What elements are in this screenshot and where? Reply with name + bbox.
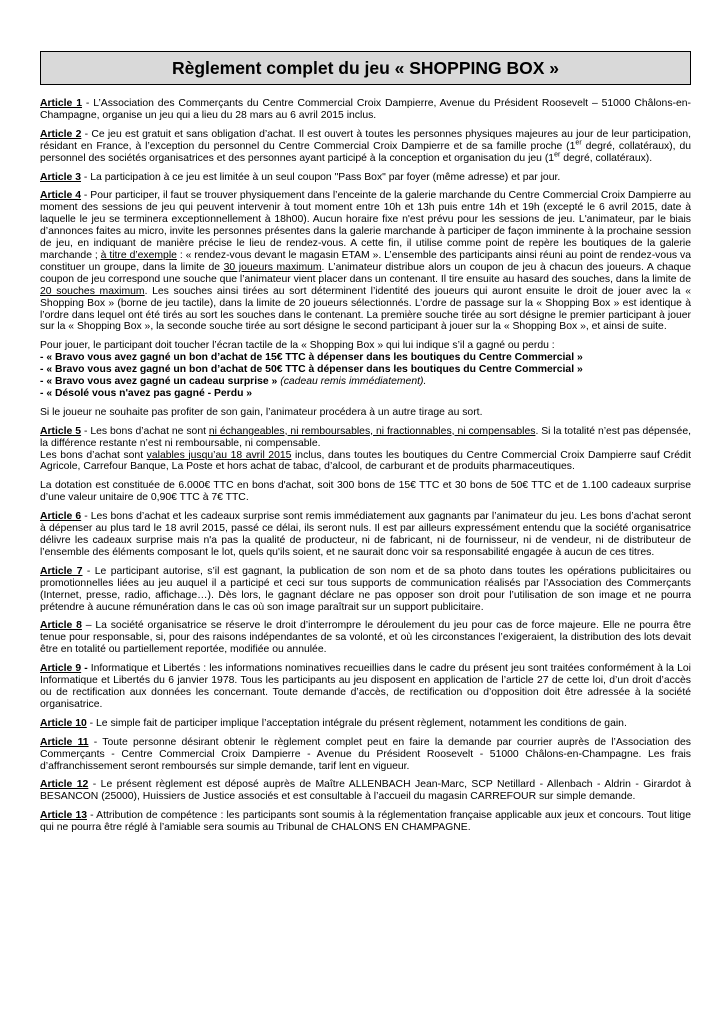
- article-11: [40, 737, 691, 773]
- article-4-text-4: . Les souches ainsi tirées au sort déterminent l’identité des joueurs qui auront ensuite le droit de jouer avec la « Shopping Box » (borne de jeu tactile), dans la limite de 20 joueurs sélectionnés. L’ordre de passage sur la « Shopping Box » est identique à l’ordre dans lequel ont été tirés au sort les souches dans le contenant. La première souche tirée au sort désigne le premier participant à jouer sur la « Shopping Box », la seconde souche tirée au sort désigne le second participant à jouer sur la « Shopping Box », et ainsi de suite.: [40, 285, 692, 333]
- article-10-label: Article 10: [40, 717, 87, 729]
- article-10: [40, 718, 691, 730]
- article-4: [40, 190, 691, 333]
- article-13-text: - Attribution de compétence : les participants sont soumis à la réglementation française applicable aux jeux et concours. Tout litige qui ne pourra être réglé à l’amiable sera soumis au Tribunal de CHALONS EN CHAMPAGNE.: [40, 810, 691, 834]
- article-5-validity: [40, 450, 691, 474]
- article-1-text: - L’Association des Commerçants du Centre Commercial Croix Dampierre, Avenue du Président Roosevelt – 51000 Châlons-en-Champagne, organise un jeu qui a lieu du 28 mars au 6 avril 2015 inclus.: [40, 98, 691, 121]
- document-page: [40, 51, 691, 841]
- article-3-label: Article 3: [40, 171, 82, 183]
- article-13-label: Article 13: [40, 810, 88, 822]
- article-8-label: Article 8: [40, 620, 82, 632]
- article-5-dotation: La dotation est constituée de 6.000€ TTC en bons d'achat, soit 300 bons de 15€ TTC et 30 bons de 50€ TTC et de 1.100 cadeaux surprise d’une valeur unitaire de 0,90€ TTC à 7€ TTC.: [40, 480, 691, 504]
- article-2-text-2: degré, collatéraux), du personnel des sociétés organisatrices et des personnes ayant participé à la conception et organisation du jeu (1: [40, 140, 691, 164]
- article-9-label: Article 9: [40, 663, 82, 675]
- article-2: [40, 129, 691, 165]
- article-2-text-1: - Ce jeu est gratuit et sans obligation d’achat. Il est ouvert à toutes les personnes physiques majeures au jour de leur participation, résidant en France, à l’exception du personnel du Centre Commercial Croix Dampierre et de sa famille proche (1: [40, 128, 691, 152]
- article-1-label: Article 1: [40, 98, 83, 109]
- article-2-sup-1: er: [575, 139, 582, 147]
- article-9: [40, 663, 691, 711]
- play-outcomes: [40, 352, 691, 400]
- article-6-text: - Les bons d’achat et les cadeaux surprise sont remis immédiatement aux gagnants par l’animateur du jeu. Les bons d’achat seront à dépenser au plus tard le 18 avril 2015, passé ce délai, ils seront nuls. Il est par ailleurs expressément entendu que la société organisatrice délivre les cadeaux surprise mais n'a pas la qualité de producteur, ni de fabricant, ni de fournisseur, ni de vendeur, ni de distributeur de l’ensemble des éléments composant le lot, quels qu'ils soient, et ne saurait donc voir sa responsabilité engagée à aucun de ces titres.: [40, 511, 691, 558]
- outcome-surprise: [40, 376, 691, 388]
- article-5: [40, 426, 691, 450]
- article-4-text-2: : « rendez-vous devant le magasin ETAM ». L’ensemble des participants ainsi réuni au point de rendez-vous va constituer un groupe, dans la limite de: [40, 249, 691, 273]
- article-8: [40, 620, 691, 656]
- article-5-label: Article 5: [40, 425, 82, 437]
- article-12: [40, 779, 691, 803]
- article-7: [40, 566, 691, 614]
- article-9-dash: -: [81, 663, 91, 675]
- article-9-text: Informatique et Libertés : les informations nominatives recueillies dans le cadre du présent jeu sont traitées conformément à la Loi Informatique et Libertés du 6 janvier 1978. Tous les participants au jeu disposent en application de l’article 27 de cette loi, d’un droit d’accès ou de rectification aux données les concernant. Toute demande d’accès, de rectification ou d’opposition doit être adressée à la société organisatrice.: [40, 663, 691, 710]
- article-10-text: - Le simple fait de participer implique l’acceptation intégrale du présent règlement, notamment les conditions de gain.: [86, 717, 627, 729]
- article-4-text-1: - Pour participer, il faut se trouver physiquement dans l’enceinte de la galerie marchande du Centre Commercial Croix Dampierre au moment des sessions de jeu qui peuvent intervenir à tout moment entre 10h et 13h puis entre 14h et 19h (excepté le 6 avril 2015, date à laquelle le jeu se terminera exceptionnellement à 18h00). Aucun horaire fixe n'est prévu pour les sessions de jeu. L'animateur, par le biais d’annonces faites au micro, invite les personnes présentes dans la galerie marchande à participer de façon imminente à la prochaine session de jeu, en indiquant de manière précise le lieu de rendez-vous. A cette fin, il utilise comme point de repère les boutiques de la galerie marchande ;: [40, 190, 691, 261]
- article-6-label: Article 6: [40, 511, 82, 523]
- article-11-text: - Toute personne désirant obtenir le règlement complet peut en faire la demande par courrier auprès de l’Association des Commerçants - Centre Commercial Croix Dampierre - Avenue du Président Roosevelt - 51000 Châlons-en-Champagne. Les frais d’affranchissement seront remboursés sur simple demande, tarif lent en vigueur.: [40, 736, 691, 772]
- article-2-sup-2: er: [554, 151, 561, 159]
- article-1: [40, 98, 691, 122]
- play-after: Si le joueur ne souhaite pas profiter de son gain, l’animateur procédera à un autre tirage au sort.: [40, 406, 483, 418]
- outcome-surprise-text: - « Bravo vous avez gagné un cadeau surprise »: [40, 376, 278, 388]
- outcome-50-euros: - « Bravo vous avez gagné un bon d’achat de 50€ TTC à dépenser dans les boutiques du Centre Commercial »: [40, 364, 583, 376]
- article-4-underline-3: 20 souches maximum: [40, 285, 145, 297]
- outcome-lost: - « Désolé vous n'avez pas gagné - Perdu »: [40, 387, 253, 399]
- article-8-text: – La société organisatrice se réserve le droit d’interrompre le déroulement du jeu pour cas de force majeure. Elle ne pourra être tenue pour responsable, si, pour des raisons indépendantes de sa volonté, et où les circonstances l’exigeraient, la distribution des lots devait être en totalité ou partiellement reportée, modifiée ou annulée.: [40, 620, 691, 656]
- article-7-label: Article 7: [40, 565, 83, 577]
- article-12-text: - Le présent règlement est déposé auprès de Maître ALLENBACH Jean-Marc, SCP Netillard - Allenbach - Aldrin - Girardot à BESANCON (25000), Huissiers de Justice associés et est consultable à l’accueil du magasin CARREFOUR sur simple demande.: [40, 779, 691, 803]
- page-title: Règlement complet du jeu « SHOPPING BOX »: [171, 57, 560, 78]
- article-12-label: Article 12: [40, 779, 89, 791]
- article-5-underline-2: valables jusqu’au 18 avril 2015: [146, 449, 292, 461]
- article-13: [40, 810, 691, 834]
- outcome-15-euros: - « Bravo vous avez gagné un bon d’achat de 15€ TTC à dépenser dans les boutiques du Centre Commercial »: [40, 352, 583, 364]
- article-5-text-4: inclus, dans toutes les boutiques du Centre Commercial Croix Dampierre sauf Crédit Agricole, Carrefour Banque, La Poste et hors achat de tabac, d’alcool, de carburant et de produits pharmaceutiques.: [40, 449, 691, 473]
- article-2-text-3: degré, collatéraux).: [560, 152, 653, 164]
- article-2-label: Article 2: [40, 128, 82, 140]
- article-3: [40, 172, 691, 184]
- article-4-text-3: . L’animateur distribue alors un coupon de jeu à chacun des joueurs. A chaque coupon de jeu correspond une souche que l’animateur vient placer dans un contenant. Il tire ensuite au hasard des souches, dans la limite de: [40, 261, 691, 285]
- article-4-underline-2: 30 joueurs maximum: [223, 261, 322, 273]
- play-intro: Pour jouer, le participant doit toucher l’écran tactile de la « Shopping Box » qui lui indique s’il a gagné ou perdu :: [40, 340, 555, 352]
- outcome-surprise-note: (cadeau remis immédiatement).: [277, 376, 427, 388]
- article-3-text: - La participation à ce jeu est limitée à un seul coupon "Pass Box" par foyer (même adresse) et par jour.: [81, 171, 561, 183]
- article-4-underline-1: à titre d’exemple: [100, 249, 177, 261]
- article-7-text: - Le participant autorise, s’il est gagnant, la publication de son nom et de sa photo dans toutes les opérations publicitaires ou promotionnelles liées au jeu auquel il a participé et ceci sur tous supports de communication réalisés par l’Association des Commerçants (Internet, presse, radio, affichage…). Dès lors, le gagnant déclare ne pas opposer son droit pour l’utilisation de son image et ne pourra prétendre à aucune rémunération dans le cas où son image paraîtrait sur un support publicitaire.: [40, 565, 691, 613]
- article-5-text-3: Les bons d’achat sont: [40, 449, 147, 461]
- article-11-label: Article 11: [40, 736, 89, 748]
- article-5-underline-1: ni échangeables, ni remboursables, ni fractionnables, ni compensables: [208, 425, 536, 437]
- article-5-text-2: . Si la totalité n’est pas dépensée, la différence restante n’est ni remboursable, ni compensable.: [40, 425, 692, 449]
- article-6: [40, 511, 691, 559]
- article-4-label: Article 4: [40, 190, 82, 202]
- rules-body: [40, 98, 691, 834]
- title-box: [40, 51, 691, 85]
- article-5-text-1: - Les bons d’achat ne sont: [81, 425, 209, 437]
